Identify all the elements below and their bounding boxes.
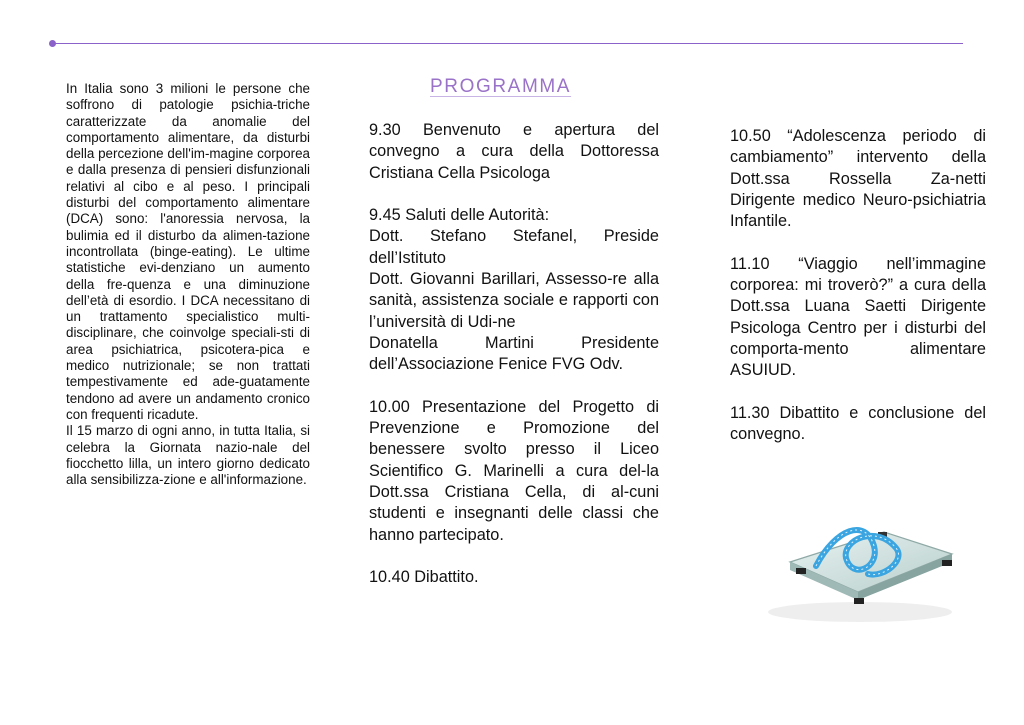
- program-column: [369, 120, 659, 589]
- program-item-1050: 10.50 “Adolescenza periodo di cambiamento” intervento della Dott.ssa Rossella Za-netti Dirigente medico Neuro-psichiatria Infantile.: [730, 127, 986, 231]
- program-item-0930: 9.30 Benvenuto e apertura del convegno a cura della Dottoressa Cristiana Cella Psicologa: [369, 121, 659, 182]
- program-item-0945: 9.45 Saluti delle Autorità: Dott. Stefano Stefanel, Preside dell’Istituto Dott. Giovanni Barillari, Assesso-re alla sanità, assistenza sociale e rapporti con l’università di Udi-ne Donatella Martini Presidente dell’Associazione Fenice FVG Odv.: [369, 206, 659, 374]
- program-item-1000: 10.00 Presentazione del Progetto di Prevenzione e Promozione del benessere svolto presso il Liceo Scientifico G. Marinelli a cura del-la Dott.ssa Cristiana Cella, di al-cuni studenti e insegnanti delle classi che hanno partecipato.: [369, 397, 659, 544]
- top-divider: [52, 43, 963, 44]
- program-item-1130: 11.30 Dibattito e conclusione del convegno.: [730, 403, 986, 444]
- scale-foot: [854, 598, 864, 604]
- awareness-day-paragraph: Il 15 marzo di ogni anno, in tutta Italia, si celebra la Giornata nazio-nale del fiocchetto lilla, un intero giorno dedicato alla sensibilizza-zione e all'informazione.: [66, 423, 310, 488]
- program-item-1110: 11.10 “Viaggio nell’immagine corporea: mi troverò?” a cura della Dott.ssa Luana Saetti Dirigente Psicologa Centro per i disturbi del comporta-mento alimentare ASUIUD.: [730, 254, 986, 380]
- scale-illustration: [756, 488, 964, 630]
- program-item-1040: 10.40 Dibattito.: [369, 568, 479, 587]
- program-title: PROGRAMMA: [430, 76, 572, 97]
- intro-paragraph: In Italia sono 3 milioni le persone che soffrono di patologie psichia-triche caratterizzate da anomalie del comportamento alimentare, da disturbi della percezione dell'im-magine corporea e dalla presenza di pensieri disfunzionali relativi al cibo e al peso. I principali disturbi del comportamento alimentare (DCA) sono: l'anoressia nervosa, la bulimia ed il disturbo da alimen-tazione incontrollata (binge-eating). Le ultime statistiche evi-denziano un aumento della fre-quenza e una diminuzione dell’età di esordio. I DCA necessitano di un trattamento specialistico multi-disciplinare, che coinvolge speciali-sti di area psichiatrica, psicotera-pica e medico nutrizionale; se non trattati tempestivamente ed ade-guatamente tendono ad avere un andamento cronico con frequenti ricadute.: [66, 81, 310, 422]
- scale-foot: [942, 560, 952, 566]
- intro-column: [66, 81, 310, 488]
- scale-with-measuring-tape-image: [756, 488, 964, 630]
- program-column-continued: [730, 126, 986, 445]
- scale-foot: [796, 568, 806, 574]
